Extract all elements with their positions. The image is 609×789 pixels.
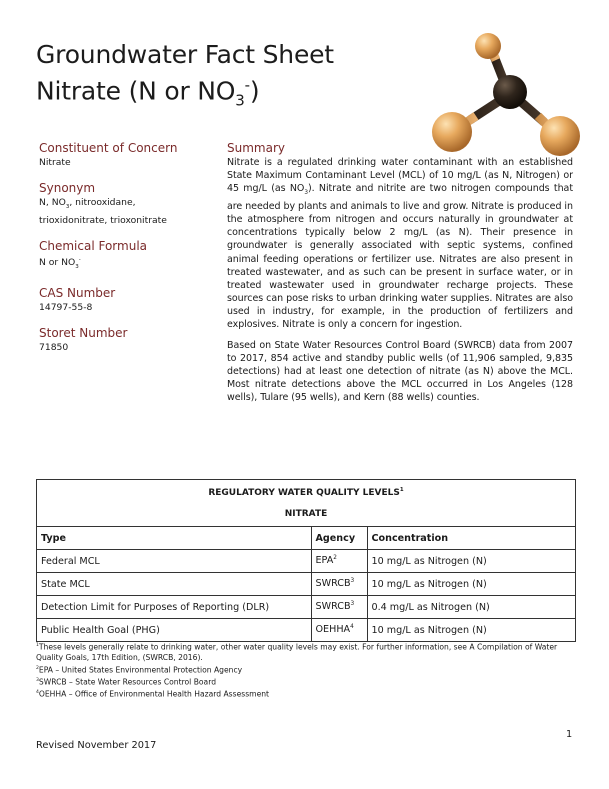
formula-heading: Chemical Formula <box>39 238 148 253</box>
synonym-field <box>39 180 214 227</box>
footnote-2: $^2$EPA – United States Environmental Protection Agency <box>36 665 243 675</box>
formula-field <box>39 238 214 274</box>
header-concentration: Concentration <box>367 527 575 550</box>
cas-value: 14797-55-8 <box>39 301 93 313</box>
table-row <box>37 573 575 596</box>
constituent-field <box>39 140 214 169</box>
row-agency: SWRCB$^3$ <box>311 596 367 619</box>
row-concentration: 10 mg/L as Nitrogen (N) <box>367 619 575 642</box>
summary-paragraph-1: Nitrate is a regulated drinking water contaminant with an established State Maximum Contaminant Level (MCL) of 10 mg/L (as N, Nitrogen) or 45 mg/L (as $NO_3$). Nitrate and nitrite are two nitrogen compounds that are needed by plants and animals to live and grow. Nitrate is produced in the atmosphere from nitrogen and occurs naturally in groundwater at concentrations typically below 2 mg/L (as N). Their presence in groundwater is generally associated with septic systems, confined animal feeding operations or fertilizer use. Nitrates are also present in treated wastewater, and as such can be present in surface water, or in treated wastewater used in groundwater recharge projects. These sources can pose risks to urban drinking water supplies. Nitrates are also used in industry, for example, in the production of fertilizers and explosives. Nitrate is only a concern for ingestion. <box>227 157 573 331</box>
row-concentration: 10 mg/L as Nitrogen (N) <box>367 550 575 573</box>
row-agency: EPA$^2$ <box>311 550 367 573</box>
cas-field <box>39 285 214 314</box>
cas-heading: CAS Number <box>39 285 116 300</box>
table-caption: REGULATORY WATER QUALITY LEVELS$^1$ <box>208 487 404 498</box>
footnote-3: $^3$SWRCB – State Water Resources Control Board <box>36 677 217 687</box>
table-row <box>37 619 575 642</box>
summary-paragraph-2: Based on State Water Resources Control Board (SWRCB) data from 2007 to 2017, 854 active and standby public wells (of 11,906 sampled, 9,835 detections) had at least one detection of nitrate (as N) above the MCL. Most nitrate detections above the MCL occurred in Los Angeles (128 wells), Tulare (95 wells), and Kern (88 wells) counties. <box>227 340 573 404</box>
chemical-info-sidebar <box>39 140 214 365</box>
title-line2: Nitrate (N or $NO_3^-$) <box>36 76 260 110</box>
storet-value: 71850 <box>39 341 69 353</box>
row-type: Detection Limit for Purposes of Reporting (DLR) <box>37 596 311 619</box>
synonym-value: N, $NO_3$, nitrooxidane, trioxidonitrate, trioxonitrate <box>39 197 167 226</box>
footnote-4: $^4$OEHHA – Office of Environmental Health Hazard Assessment <box>36 689 270 699</box>
row-type: Public Health Goal (PHG) <box>37 619 311 642</box>
footnotes <box>36 641 576 700</box>
header-agency: Agency <box>311 527 367 550</box>
table-subcaption: NITRATE <box>284 509 328 519</box>
formula-value: N or $NO_3^-$ <box>39 256 81 270</box>
row-agency: SWRCB$^3$ <box>311 573 367 596</box>
synonym-heading: Synonym <box>39 181 96 195</box>
constituent-heading: Constituent of Concern <box>39 141 178 155</box>
oxygen-atom-top <box>475 33 501 59</box>
storet-heading: Storet Number <box>39 325 128 340</box>
row-agency: OEHHA$^4$ <box>311 619 367 642</box>
row-concentration: 0.4 mg/L as Nitrogen (N) <box>367 596 575 619</box>
revised-date: Revised November 2017 <box>36 740 157 751</box>
row-type: Federal MCL <box>37 550 311 573</box>
title-line1: Groundwater Fact Sheet <box>36 40 334 69</box>
table-row <box>37 596 575 619</box>
regulatory-table-grid <box>37 526 575 641</box>
footnote-1: $^1$These levels generally relate to drinking water, other water quality levels may exist. For further information, see A Compilation of Water Quality Goals, 17th Edition, (SWRCB, 2016). <box>36 642 558 663</box>
summary-section <box>227 140 573 413</box>
table-row <box>37 550 575 573</box>
storet-field <box>39 325 214 354</box>
row-type: State MCL <box>37 573 311 596</box>
page-number: 1 <box>566 729 573 740</box>
header-type: Type <box>37 527 311 550</box>
row-concentration: 10 mg/L as Nitrogen (N) <box>367 573 575 596</box>
summary-heading: Summary <box>227 141 285 155</box>
table-header-row <box>37 527 575 550</box>
nitrogen-atom <box>493 75 527 109</box>
constituent-value: Nitrate <box>39 157 71 168</box>
page-title <box>36 40 334 115</box>
regulatory-levels-table <box>36 479 576 642</box>
